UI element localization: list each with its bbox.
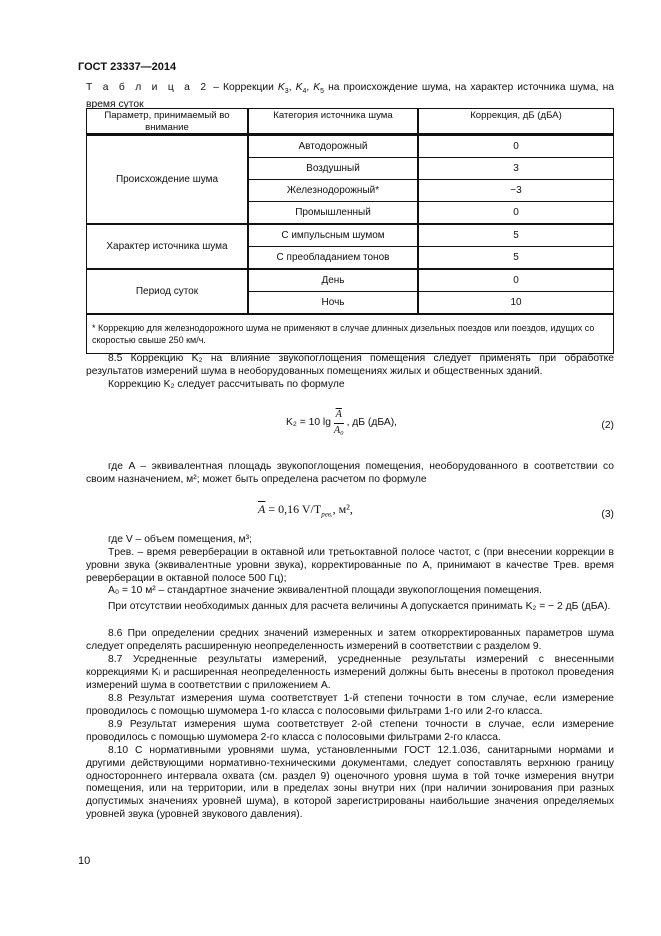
header-category: Категория источника шума [248, 109, 418, 135]
paragraph-8-5: 8.5 Коррекцию K₂ на влияние звукопоглощения помещения следует применять при обработке результатов измерений шума в необорудованных помещениях жилых и общественных зданий. [86, 353, 614, 377]
correction-cell: 5 [418, 224, 614, 247]
table-footnote-row [87, 314, 614, 354]
table-row [87, 135, 614, 158]
category-cell: Воздушный [248, 158, 418, 180]
paragraph-8-7: 8.7 Усредненные результаты измерений, усредненные результаты измерений с внесенными коррекциями Kᵢ и расширенная неопределенность измерений должны быть внесены в протокол проведения измерений шума в соответствии с приложением А. [86, 654, 614, 691]
correction-cell: 5 [418, 247, 614, 270]
formula-3-subscript: рев. [321, 510, 333, 519]
correction-cell: 10 [418, 292, 614, 315]
correction-cell: 0 [418, 135, 614, 158]
table-footnote: * Коррекцию для железнодорожного шума не применяют в случае длинных дизельных поездов или поездов, идущих со скоростью свыше 250 км/ч. [87, 314, 614, 354]
table-caption: Т а б л и ц а 2 – Коррекции $K_3$, $K_4$, $K_5$ на происхождение шума, на характер источника шума, на время суток [86, 82, 614, 110]
group-parameter: Происхождение шума [87, 135, 249, 225]
header-parameter: Параметр, принимаемый во внимание [87, 109, 249, 135]
paragraph-where-a: где A – эквивалентная площадь звукопоглощения помещения, необорудованного в соответствии со своим назначением, м²; может быть определена расчетом по формуле [86, 461, 614, 485]
paragraph-absent-data: При отсутствии необходимых данных для расчета величины A допускается принимать K₂ = − 2 дБ (дБА). [108, 601, 611, 612]
category-cell: С преобладанием тонов [248, 247, 418, 270]
category-cell: Ночь [248, 292, 418, 315]
formula-2-lhs: K₂ = 10 lg [286, 417, 331, 428]
category-cell: Автодорожный [248, 135, 418, 158]
header-correction: Коррекция, дБ (дБА) [418, 109, 614, 135]
group-parameter: Период суток [87, 269, 249, 314]
paragraph-8-8: 8.8 Результат измерения шума соответствует 1-й степени точности в том случае, если измерение проводилось с помощью шумомера 1-го класса с полосовыми фильтрами 1-го или 2-го класса. [86, 693, 614, 717]
paragraph-8-10: 8.10 С нормативными уровнями шума, установленными ГОСТ 12.1.036, санитарными нормами и другими действующими нормативно-техническими документами, следует сопоставлять верхнюю границу одностороннего интервала охвата (см. раздел 9) оценочного уровня шума в той точке измерения внутри помещения, или на территории, или в пределах зоны внутри них (при наличии зонирования при разных допустимых значениях уровней шума), в которой зарегистрированы наибольшие значения определяемых уровней звука (уровней звукового давления). [86, 745, 614, 820]
paragraph-8-6: 8.6 При определении средних значений измеренных и затем откорректированных параметров шума следует определять расширенную неопределенность измерений в соответствии с разделом 9. [86, 628, 614, 652]
paragraph-8-9: 8.9 Результат измерения шума соответствует 2-ой степени точности в случае, если измерение проводилось с помощью шумомера 2-го класса с полосовыми фильтрами 2-го класса. [86, 719, 614, 743]
table-label: Т а б л и ц а 2 [86, 82, 210, 93]
equation-number-2: (2) [601, 420, 614, 431]
table-header-row [87, 109, 614, 135]
table-row [87, 269, 614, 292]
formula-3-lhs: $\overline{A}$ [258, 502, 266, 516]
category-cell: Промышленный [248, 202, 418, 225]
paragraph-where-t: Tрев. – время реверберации в октавной или третьоктавной полосе частот, с (при внесении коррекции в уровни звука (эквивалентные уровни звука), корректированные по A, принимают в качестве Tрев. время реверберации в октавной полосе 500 Гц); [86, 547, 614, 584]
equation-number-3: (3) [601, 509, 614, 520]
paragraph-where-a0: A₀ = 10 м² – стандартное значение эквивалентной площади звукопоглощения помещения. [108, 585, 542, 596]
page-number: 10 [78, 855, 91, 867]
correction-cell: −3 [418, 180, 614, 202]
formula-3 [258, 502, 353, 518]
table-row [87, 224, 614, 247]
category-cell: День [248, 269, 418, 292]
formula-3-unit: , м², [332, 502, 353, 516]
paragraph-where-v: где V – объем помещения, м³; [108, 534, 252, 545]
correction-cell: 0 [418, 269, 614, 292]
category-cell: С импульсным шумом [248, 224, 418, 247]
paragraph-k2-formula-intro: Коррекцию K₂ следует рассчитывать по формуле [108, 379, 345, 390]
formula-2-denominator: A₀ [333, 425, 344, 436]
group-parameter: Характер источника шума [87, 224, 249, 269]
corrections-table [86, 108, 614, 354]
formula-2-fraction [334, 407, 344, 438]
correction-cell: 0 [418, 202, 614, 225]
formula-2-numerator: $\overline{A}$ [334, 407, 344, 424]
formula-3-rhs: = 0,16 V/T [265, 502, 322, 516]
formula-2-unit: , дБ (дБА), [346, 417, 398, 428]
document-code-header: ГОСТ 23337—2014 [78, 61, 177, 73]
formula-2 [286, 407, 397, 438]
correction-cell: 3 [418, 158, 614, 180]
category-cell: Железнодорожный* [248, 180, 418, 202]
